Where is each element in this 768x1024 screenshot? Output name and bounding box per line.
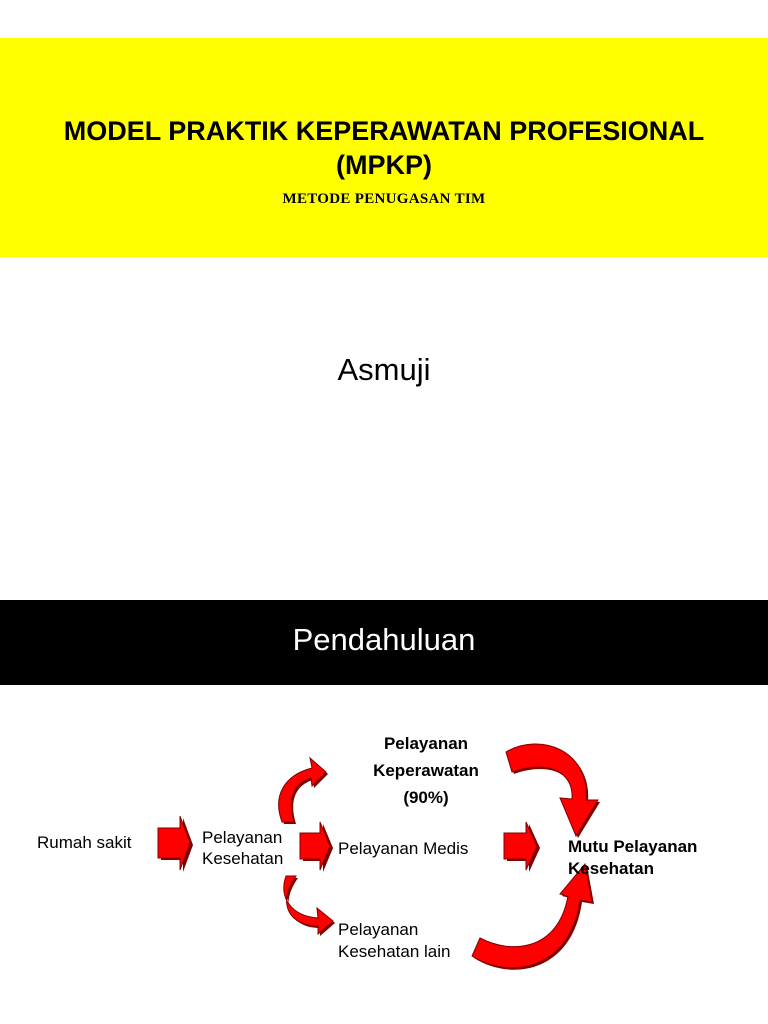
node-mutu-pelayanan-kesehatan <box>568 836 697 880</box>
arrow-pk-to-medis-icon <box>300 822 333 872</box>
node-keperawatan-line-1: Pelayanan <box>383 734 469 753</box>
node-rumah-sakit: Rumah sakit <box>37 833 132 852</box>
intro-slide <box>0 600 768 1024</box>
node-pelayanan-kesehatan-line-2: Kesehatan <box>202 849 284 868</box>
slide-subtitle: METODE PENUGASAN TIM <box>282 191 486 207</box>
title-line-1: MODEL PRAKTIK KEPERAWATAN PROFESIONAL <box>63 116 705 146</box>
author-name: Asmuji <box>337 352 431 387</box>
node-mutu-line-1: Mutu Pelayanan <box>568 837 698 856</box>
arrow-medis-to-mutu-icon <box>504 822 540 872</box>
node-kesehatan-lain-line-2: Kesehatan lain <box>338 942 451 961</box>
node-pelayanan-kesehatan-line-1: Pelayanan <box>202 828 283 847</box>
node-mutu-line-2: Kesehatan <box>568 859 654 878</box>
curved-arrow-to-keperawatan-icon <box>279 758 328 824</box>
node-pelayanan-kesehatan-lain <box>338 919 450 963</box>
node-keperawatan-line-2: Keperawatan <box>373 761 479 780</box>
node-pelayanan-kesehatan <box>202 827 283 869</box>
node-kesehatan-lain-line-1: Pelayanan <box>338 920 419 939</box>
arrow-rs-to-pk-icon <box>158 816 193 872</box>
slide-title <box>0 114 768 182</box>
node-pelayanan-medis: Pelayanan Medis <box>338 839 469 858</box>
section-title: Pendahuluan <box>292 622 476 657</box>
curved-arrow-to-kesehatan-lain-icon <box>284 876 335 936</box>
curved-arrow-keperawatan-to-mutu-icon <box>506 744 600 838</box>
node-keperawatan-line-3: (90%) <box>403 788 449 807</box>
node-pelayanan-keperawatan <box>346 730 506 811</box>
title-line-2: (MPKP) <box>336 150 432 180</box>
